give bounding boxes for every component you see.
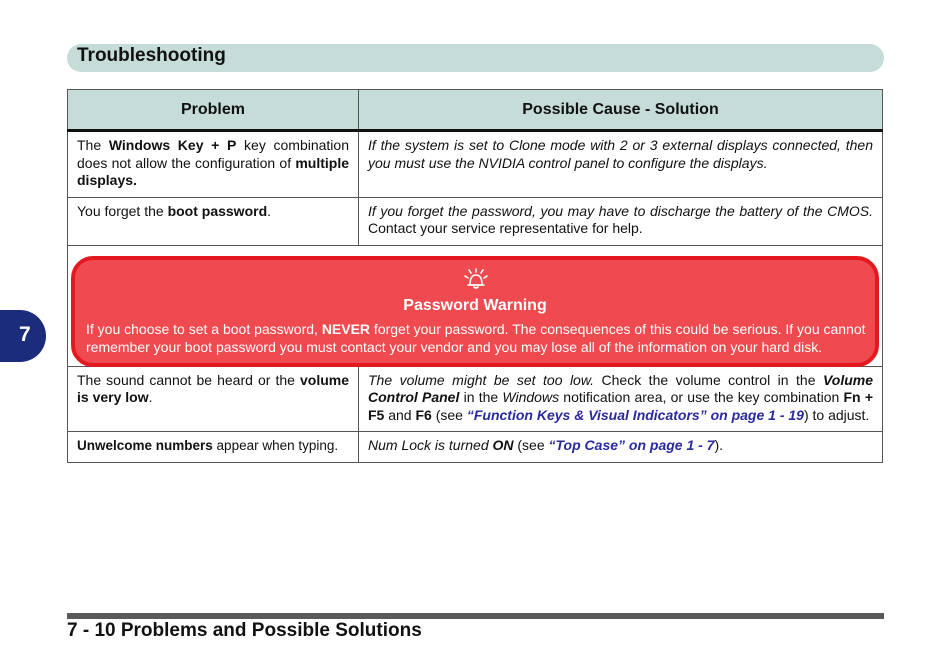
text: The volume might be set too low. bbox=[368, 371, 595, 388]
emphasis: boot password bbox=[167, 202, 268, 219]
solution-cell bbox=[359, 197, 883, 245]
key-combo: Fn + F5 bbox=[368, 389, 874, 423]
emphasis: Unwelcome numbers bbox=[77, 438, 213, 453]
text: ). bbox=[714, 437, 724, 453]
password-warning-box bbox=[71, 256, 879, 367]
text: Num Lock is turned bbox=[368, 437, 493, 453]
footer-page-title: 7 - 10 Problems and Possible Solutions bbox=[67, 620, 422, 641]
warning-body bbox=[86, 320, 876, 356]
section-title: Troubleshooting bbox=[77, 45, 226, 66]
problem-cell bbox=[68, 131, 359, 198]
chapter-number: 7 bbox=[19, 323, 31, 346]
table-row bbox=[68, 131, 883, 198]
emphasis: NEVER bbox=[321, 321, 371, 337]
bell-alarm-icon bbox=[460, 268, 492, 290]
table-header-row bbox=[68, 90, 883, 131]
table-row bbox=[68, 366, 883, 432]
text: The sound cannot be heard or the bbox=[77, 371, 300, 388]
text: Windows bbox=[502, 389, 560, 405]
chapter-tab bbox=[0, 310, 46, 362]
text: (see bbox=[513, 437, 549, 453]
cross-reference-link[interactable]: “Function Keys & Visual Indicators” on page 1 - 19 bbox=[466, 406, 804, 423]
text: and bbox=[384, 406, 416, 423]
text: Check the volume control in the bbox=[594, 371, 823, 388]
key-combo: Windows Key + P bbox=[108, 137, 237, 153]
text: If you forget the password, you may have to discharge the battery of the CMOS. bbox=[368, 202, 873, 219]
text: . bbox=[267, 202, 272, 219]
emphasis: volume is very low bbox=[77, 371, 349, 405]
emphasis: multiple displays. bbox=[77, 154, 349, 188]
text: forget your password. The consequences of this could be serious. If you cannot remember your boot password you must contact your vendor and you may lose all of the information on your hard disk. bbox=[86, 321, 866, 355]
column-header-solution: Possible Cause - Solution bbox=[359, 90, 883, 131]
solution-cell bbox=[359, 366, 883, 432]
text: Contact your service representative for help. bbox=[368, 220, 643, 236]
text: . bbox=[148, 389, 153, 405]
table-row bbox=[68, 432, 883, 463]
text: key combination does not allow the configuration of bbox=[77, 137, 349, 171]
table-row bbox=[68, 197, 883, 245]
text: notification area, or use the key combination bbox=[559, 389, 844, 405]
footer-rule bbox=[67, 613, 884, 619]
text: (see bbox=[431, 406, 467, 423]
column-header-problem: Problem bbox=[68, 90, 359, 131]
emphasis: Volume Control Panel bbox=[368, 371, 873, 405]
text: The bbox=[77, 137, 109, 153]
text: If you choose to set a boot password, bbox=[86, 321, 322, 337]
text: ) to adjust. bbox=[803, 406, 870, 423]
solution-cell: If the system is set to Clone mode with 2 or 3 external displays connected, then you must use the NVIDIA control panel to configure the displays. bbox=[359, 131, 883, 198]
emphasis: ON bbox=[492, 437, 514, 453]
warning-title: Password Warning bbox=[403, 297, 547, 314]
cross-reference-link[interactable]: “Top Case” on page 1 - 7 bbox=[548, 437, 715, 453]
problem-cell bbox=[68, 366, 359, 432]
text: You forget the bbox=[77, 202, 168, 219]
problem-cell bbox=[68, 432, 359, 463]
text: appear when typing. bbox=[212, 438, 339, 453]
section-header-bar bbox=[67, 44, 884, 72]
key-combo: F6 bbox=[415, 406, 432, 423]
problem-cell bbox=[68, 197, 359, 245]
text: in the bbox=[459, 389, 503, 405]
solution-cell bbox=[359, 432, 883, 463]
